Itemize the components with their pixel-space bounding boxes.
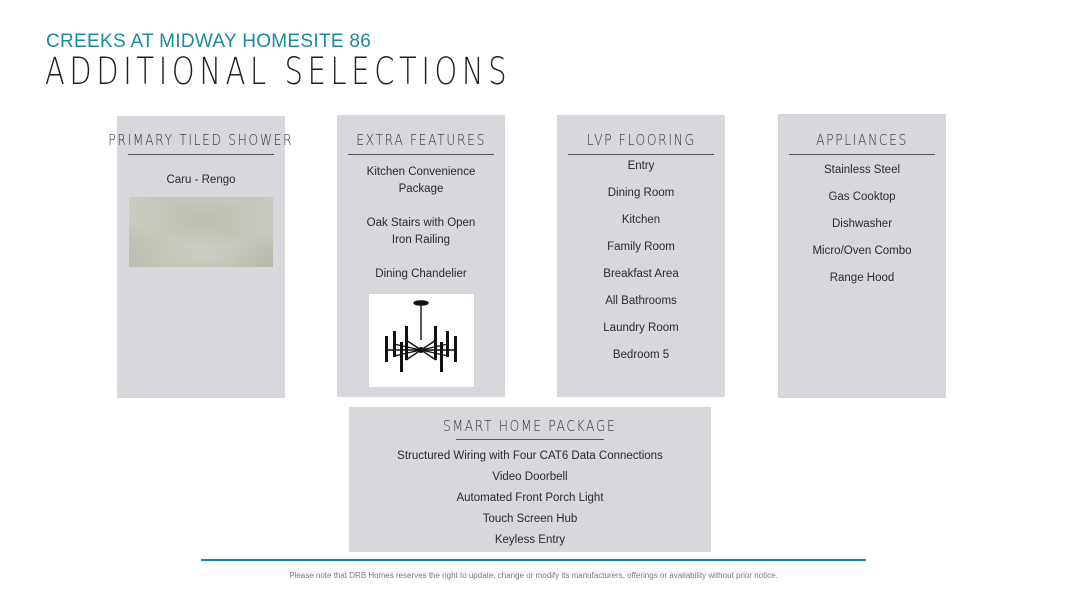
footer-disclaimer: Please note that DRB Homes reserves the right to update, change or modify its manufacturers, offerings or availability without prior notice. — [289, 571, 778, 580]
list-item: Range Hood — [829, 272, 895, 284]
page-subtitle: CREEKS AT MIDWAY HOMESITE 86 — [46, 31, 372, 52]
list-item: Dining Chandelier — [375, 268, 467, 280]
list-item: Structured Wiring with Four CAT6 Data Connections — [397, 450, 663, 462]
list-item: Stainless Steel — [823, 164, 901, 176]
card-heading: PRIMARY TILED SHOWER — [108, 131, 294, 149]
tile-swatch-image — [129, 197, 273, 267]
footer-divider — [201, 559, 866, 561]
list-item: Kitchen — [621, 214, 661, 226]
list-item: Breakfast Area — [603, 268, 679, 280]
list-item: Oak Stairs with Open Iron Railing — [366, 217, 476, 246]
list-item: Family Room — [607, 241, 675, 253]
heading-divider — [789, 154, 935, 155]
card-heading: APPLIANCES — [816, 131, 908, 149]
list-item: Touch Screen Hub — [482, 513, 578, 525]
list-item: Entry — [627, 160, 655, 172]
card-appliances — [778, 114, 946, 398]
heading-divider — [128, 154, 274, 155]
heading-divider — [456, 439, 604, 440]
card-primary-tiled-shower — [108, 116, 294, 398]
heading-divider — [348, 154, 494, 155]
card-heading: SMART HOME PACKAGE — [443, 417, 617, 435]
list-item: Gas Cooktop — [828, 191, 896, 203]
card-heading: LVP FLOORING — [586, 131, 696, 149]
list-item: Kitchen Convenience Package — [366, 166, 476, 195]
list-item: All Bathrooms — [605, 295, 677, 307]
list-item: Dining Room — [607, 187, 675, 199]
list-item: Keyless Entry — [494, 534, 566, 546]
list-item: Dishwasher — [831, 218, 893, 230]
list-item: Laundry Room — [603, 322, 679, 334]
card-heading: EXTRA FEATURES — [356, 131, 486, 149]
list-item: Caru - Rengo — [166, 174, 236, 186]
list-item: Automated Front Porch Light — [456, 492, 604, 504]
card-lvp-flooring — [557, 115, 725, 397]
list-item: Video Doorbell — [492, 471, 568, 483]
chandelier-image — [369, 294, 474, 387]
list-item: Micro/Oven Combo — [812, 245, 912, 257]
list-item: Bedroom 5 — [612, 349, 670, 361]
heading-divider — [568, 154, 714, 155]
page-title: ADDITIONAL SELECTIONS — [45, 50, 512, 93]
chandelier-icon — [376, 298, 466, 384]
card-extra-features — [337, 115, 505, 397]
card-smart-home-package — [349, 407, 711, 552]
